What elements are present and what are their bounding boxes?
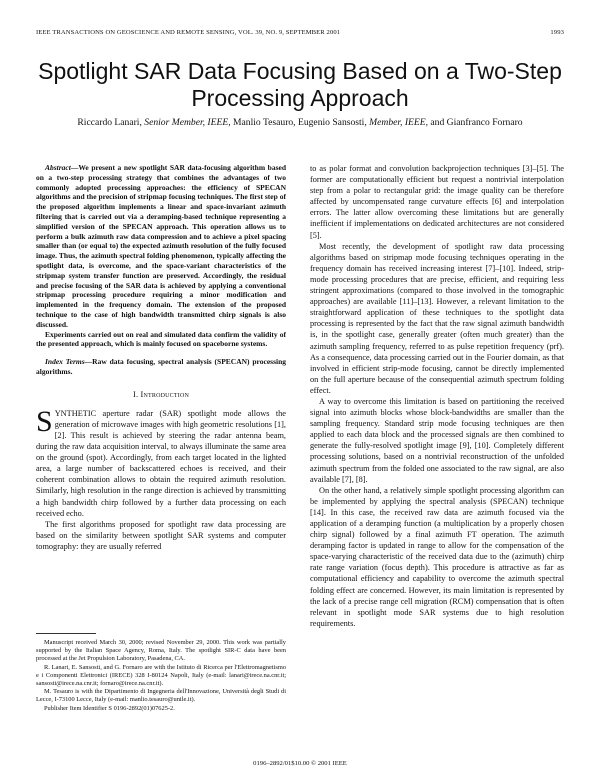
abstract-text-2: Experiments carried out on real and simulated data confirm the validity of the presented approach, which is mainly focused on spaceborne systems.: [36, 329, 286, 349]
intro-p1-text: aperture radar (SAR) spotlight mode allows the generation of microwave images with high geometric resolutions [1], [2]. This result is achieved by steering the radar antenna beam, during the raw data acquisition interval, to always illuminate the same area on the ground (spot). Accordingly, from each target located in the lighted area, a large number of backscattered echoes is received, and their coherent combination allows to obtain the required azimuth resolution. Similarly, high resolution in the range direction is achieved by transmitting a high bandwidth chirp followed by a further data processing on each received echo.: [36, 408, 286, 518]
intro-paragraph-6: On the other hand, a relatively simple spotlight processing algorithm can be implemented by applying the spectral analysis (SPECAN) technique [14]. In this case, the received raw data are azimuth focused via the application of a deramping function (a multiplication by a properly chosen chirp signal) followed by a final azimuth FT operation. The azimuth deramping factor is updated in range to allow for the compensation of the space-varying characteristic of the received data due to the (azimuth) chirp rate range variation (focus depth). This procedure is attractive as far as computational efficiency and capability to overcome the azimuth spectral folding effect are concerned. However, its main limitation is represented by the lack of a precise range cell migration (RCM) compensation that is often relevant in spotlight mode SAR systems due to high resolution requirements.: [310, 485, 564, 628]
index-terms: [36, 357, 286, 377]
page-number: 1993: [550, 29, 564, 36]
section-number: I.: [132, 389, 139, 399]
drop-cap: S: [36, 404, 53, 438]
footnote-affiliation-2: M. Tesauro is with the Dipartimento di Ingegneria dell'Innovazione, Università degli Studi di Lecce, I-73100 Lecce, Italy (e-mail: manlio.tesauro@unile.it).: [36, 688, 286, 704]
intro-paragraph-1: [36, 404, 286, 519]
intro-paragraph-4: Most recently, the development of spotlight raw data processing algorithms based on stripmap mode focusing techniques operating in the frequency domain has received increasing interest [7]–[10]. Indeed, strip-mode processing procedures that are precise, efficient, and requiring less stringent approximations (compared to those involved in the tomographic approaches) are available [11]–[13]. However, a relevant limitation to the straightforward application of these techniques to the spotlight data processing is represented by the fact that the raw signal azimuth bandwidth is, in the spotlight case, generally greater (often much greater) than the azimuth sampling frequency, referred to as pulse repetition frequency (prf). As a consequence, data processing carried out in the Fourier domain, as that involved in efficient strip-mode focusing, cannot be directly implemented on the full aperture because of the consequential azimuth spectrum folding effect.: [310, 241, 564, 395]
author-1: Riccardo Lanari,: [77, 117, 142, 128]
index-terms-text: Raw data focusing, spectral analysis (SPECAN) processing algorithms.: [36, 357, 287, 376]
journal-name: IEEE TRANSACTIONS ON GEOSCIENCE AND REMOTE SENSING, VOL. 39, NO. 9, SEPTEMBER 2001: [36, 29, 341, 36]
left-column: [36, 163, 286, 552]
right-column: [310, 163, 564, 629]
index-terms-label: Index Terms—: [45, 357, 93, 367]
footnote-manuscript: Manuscript received March 30, 2000; revised November 29, 2000. This work was partially supported by the Italian Space Agency, Roma, Italy. The spotlight SIR-C data have been processed at the Jet Propulsion Laboratory, Pasadena, CA.: [36, 639, 286, 663]
abstract-text: We present a new spotlight SAR data-focusing algorithm based on a two-step processing strategy that combines the advantages of two commonly adopted processing approaches: the efficiency of SPECAN algorithms and the precision of stripmap focusing techniques. The first step of the proposed algorithm implements a linear and space-invariant azimuth filtering that is carried out via a deramping-based technique representing a simplified version of the SPECAN approach. This operation allows us to perform a bulk azimuth raw data compression and to achieve a pixel spacing smaller than (or equal to) the expected azimuth resolution of the fully focused image. Thus, the azimuth spectral folding phenomenon, typically affecting the spotlight data, is overcome, and the space-variant characteristics of the stripmap system transfer function are preserved. Accordingly, the residual and precise focusing of the SAR data is achieved by applying a conventional stripmap processing procedure requiring a minor modification and implemented in the frequency domain. The extension of the proposed technique to the case of high bandwidth transmitted chirp signals is also discussed.: [36, 163, 286, 329]
author-3: and Gianfranco Fornaro: [430, 117, 523, 128]
author-2: Manlio Tesauro, Eugenio Sansosti,: [233, 117, 367, 128]
author-2-role: Member, IEEE,: [369, 117, 429, 128]
section-heading-introduction: [36, 389, 286, 400]
abstract-label: Abstract—: [45, 163, 79, 172]
footnote-affiliation-1: R. Lanari, E. Sansosti, and G. Fornaro are with the Istituto di Ricerca per l'Elettromagnetismo e i Componenti Elettronici (IRECE) 328 I-80124 Napoli, Italy (e-mail: lanari@irece.na.cnr.it; sansosti@irece.na.cnr.it; fornaro@irece.na.cnr.it).: [36, 663, 286, 688]
author-list: [36, 117, 564, 128]
footnotes: [36, 639, 286, 713]
intro-paragraph-5: A way to overcome this limitation is based on partitioning the received signal into azimuth blocks whose block-bandwidths are smaller than the sampling frequency. Standard strip mode focusing techniques are then applied to each data block and the processed signals are then combined to generate the fully-resolved spotlight image [9], [10]. Completely different processing solutions, based on a nontrivial reconstruction of the unfolded azimuth spectrum from the folded one associated to the raw signal, are also available [7], [8].: [310, 396, 564, 484]
abstract: [36, 163, 286, 330]
intro-paragraph-3: to as polar format and convolution backprojection techniques [3]–[5]. The former are computationally efficient but request a nontrivial interpolation step from a polar to rectangular grid: the image quality can be therefore affected by uncompensated range curvature effects [6] and interpolation errors. The latter allow overcoming these limitations but are generally inefficient if implementations on dedicated architectures are not considered [5].: [310, 164, 564, 240]
section-title: Introduction: [140, 389, 190, 399]
footnote-publisher-id: Publisher Item Identifier S 0196-2892(01)07625-2.: [44, 704, 175, 712]
paper-title: Spotlight SAR Data Focusing Based on a Two-Step Processing Approach: [38, 58, 562, 111]
copyright-footer: 0196–2892/01$10.00 © 2001 IEEE: [253, 760, 347, 767]
drop-cap-rest: YNTHETIC: [54, 408, 97, 418]
footnote-rule: [36, 633, 96, 634]
intro-paragraph-2: The first algorithms proposed for spotlight raw data processing are based on the similarity between spotlight SAR systems and computer tomography: they are usually referred: [36, 519, 286, 551]
author-1-role: Senior Member, IEEE,: [144, 117, 231, 128]
